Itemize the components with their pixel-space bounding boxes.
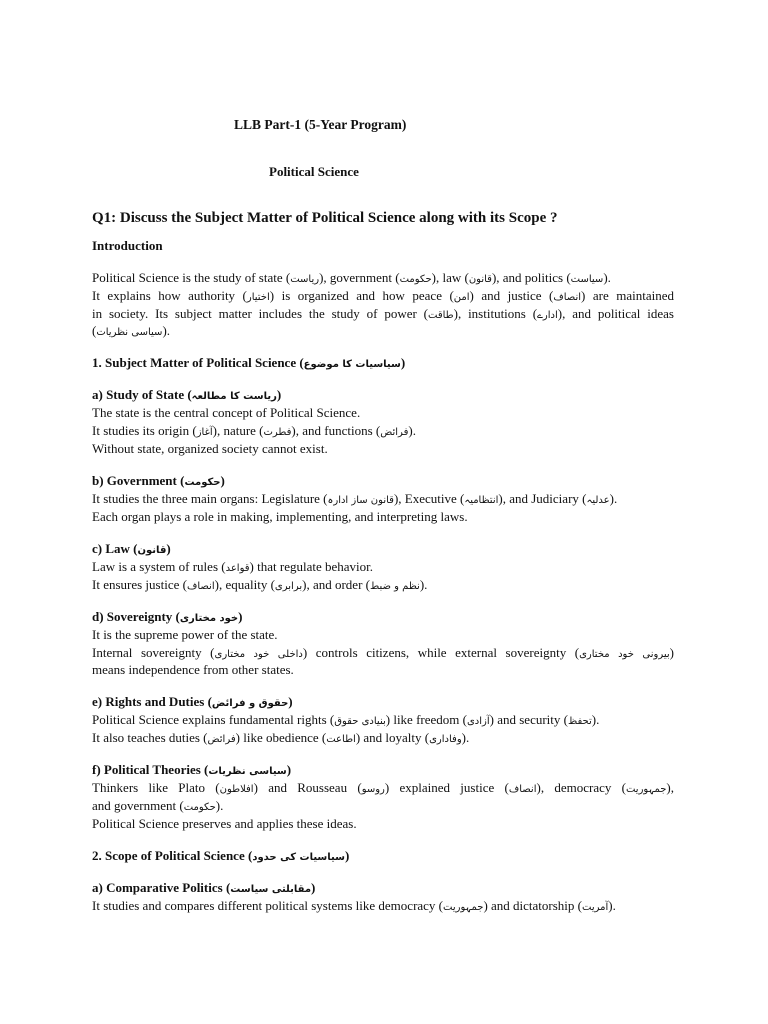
english-text: ) xyxy=(166,541,171,556)
english-text: 1. Subject Matter of Political Science ( xyxy=(92,355,304,370)
urdu-term: آمریت xyxy=(582,902,609,913)
english-text: It also teaches duties ( xyxy=(92,730,208,745)
english-text: c) Law ( xyxy=(92,541,138,556)
english-text: ( xyxy=(92,323,97,338)
english-text: It studies its origin ( xyxy=(92,423,197,438)
urdu-term: حقوق و فرائض xyxy=(211,698,289,709)
intro-line-3 xyxy=(92,305,674,324)
urdu-term: تحفظ xyxy=(567,716,592,727)
english-text: ). xyxy=(162,323,171,338)
english-text: ) xyxy=(220,473,225,488)
urdu-term: حکومت xyxy=(184,477,221,488)
urdu-term: حکومت xyxy=(183,802,216,813)
section1-f-line-2 xyxy=(92,797,223,816)
english-text: ) xyxy=(276,387,282,402)
english-text: ), and Judiciary ( xyxy=(498,491,587,506)
urdu-term: بیرونی خود مختاری xyxy=(579,649,670,660)
english-text: ), government ( xyxy=(319,270,400,285)
section2-a-line-1 xyxy=(92,897,616,916)
english-text: b) Government ( xyxy=(92,473,185,488)
english-text: ). xyxy=(408,423,416,438)
english-text: ) xyxy=(288,694,293,709)
english-text: ). xyxy=(608,898,616,913)
urdu-term: ریاست کا مطالعہ xyxy=(191,391,277,402)
english-text: ), equality ( xyxy=(214,577,275,592)
section1-a-line-2 xyxy=(92,422,416,441)
english-text: Law is a system of rules ( xyxy=(92,559,226,574)
section1-c-heading xyxy=(92,540,171,559)
urdu-term: امن xyxy=(453,292,470,303)
urdu-term: انتظامیہ xyxy=(464,495,499,506)
urdu-term: طاقت xyxy=(428,310,454,321)
english-text: ), Executive ( xyxy=(393,491,465,506)
urdu-term: ادارے xyxy=(537,310,558,321)
document-title: LLB Part-1 (5-Year Program) xyxy=(234,117,407,132)
urdu-term: قانون ساز ادارہ xyxy=(327,495,394,506)
english-text: e) Rights and Duties ( xyxy=(92,694,212,709)
section2-a-heading xyxy=(92,879,315,898)
english-text: ) and Rousseau ( xyxy=(253,780,362,795)
english-text: It explains how authority ( xyxy=(92,288,247,303)
urdu-term: سیاسیات کی حدود xyxy=(252,852,345,863)
english-text: ) and loyalty ( xyxy=(355,730,430,745)
urdu-term: قانون xyxy=(137,545,167,556)
section1-a-line-1: The state is the central concept of Political Science. xyxy=(92,405,361,420)
intro-line-1 xyxy=(92,269,611,288)
english-text: ). xyxy=(603,270,611,285)
english-text: ). xyxy=(215,798,224,813)
section1-d-heading xyxy=(92,608,242,627)
english-text: 2. Scope of Political Science ( xyxy=(92,848,253,863)
section1-e-line-2 xyxy=(92,729,469,748)
section2-heading xyxy=(92,847,349,866)
english-text: Thinkers like Plato ( xyxy=(92,780,220,795)
urdu-term: روسو xyxy=(361,784,385,795)
english-text: Internal sovereignty ( xyxy=(92,645,215,660)
english-text: Political Science explains fundamental rights ( xyxy=(92,712,335,727)
urdu-term: سیاسی نظریات xyxy=(208,766,287,777)
english-text: ), institutions ( xyxy=(453,306,538,321)
english-text: ) is organized and how peace ( xyxy=(269,288,454,303)
urdu-term: جمہوریت xyxy=(625,784,667,795)
english-text: ) and security ( xyxy=(489,712,568,727)
english-text: It studies the three main organs: Legislature ( xyxy=(92,491,328,506)
english-text: ). xyxy=(419,577,428,592)
urdu-term: انصاف xyxy=(186,581,215,592)
english-text: a) Study of State ( xyxy=(92,387,192,402)
english-text: ), and political ideas xyxy=(557,306,674,321)
urdu-term: ریاست xyxy=(290,274,320,285)
urdu-term: آغاز xyxy=(196,427,213,438)
english-text: ), and politics ( xyxy=(491,270,571,285)
english-text: ), xyxy=(666,780,674,795)
section1-f-line-1 xyxy=(92,779,674,798)
english-text: in society. Its subject matter includes the study of power ( xyxy=(92,306,429,321)
question-heading: Q1: Discuss the Subject Matter of Political Science along with its Scope ? xyxy=(92,210,558,226)
english-text: Political Science is the study of state ( xyxy=(92,270,291,285)
urdu-term: سیاسی نظریات xyxy=(96,327,163,338)
section1-f-line-3: Political Science preserves and applies these ideas. xyxy=(92,816,357,831)
english-text: a) Comparative Politics ( xyxy=(92,880,231,895)
section1-b-heading xyxy=(92,472,225,491)
urdu-term: فطرت xyxy=(263,427,292,438)
english-text: ) are maintained xyxy=(581,288,674,303)
english-text: ), and order ( xyxy=(302,577,370,592)
section1-a-heading xyxy=(92,386,281,405)
section1-b-line-1 xyxy=(92,490,617,509)
urdu-term: افلاطون xyxy=(219,784,254,795)
urdu-term: نظم و ضبط xyxy=(369,581,420,592)
english-text: ) xyxy=(400,355,406,370)
section1-c-line-2 xyxy=(92,576,427,595)
urdu-term: فرائض xyxy=(207,734,236,745)
english-text: ) xyxy=(238,609,243,624)
urdu-term: جمہوریت xyxy=(443,902,484,913)
urdu-term: بنیادی حقوق xyxy=(334,716,386,727)
document-subtitle: Political Science xyxy=(269,164,359,179)
urdu-term: داخلی خود مختاری xyxy=(214,649,303,660)
intro-heading: Introduction xyxy=(92,238,163,253)
urdu-term: مقابلتی سیاست xyxy=(230,884,312,895)
english-text: ) like freedom ( xyxy=(385,712,467,727)
urdu-term: قانون xyxy=(468,274,492,285)
english-text: ) controls citizens, while external sovereignty ( xyxy=(302,645,580,660)
urdu-term: انصاف xyxy=(508,784,537,795)
urdu-term: اختیار xyxy=(246,292,270,303)
intro-line-4 xyxy=(92,322,170,341)
english-text: ). xyxy=(591,712,600,727)
english-text: f) Political Theories ( xyxy=(92,762,209,777)
section1-d-line-3: means independence from other states. xyxy=(92,662,294,677)
english-text: ) and justice ( xyxy=(469,288,554,303)
english-text: ). xyxy=(461,730,470,745)
section1-e-heading xyxy=(92,693,293,712)
english-text: ) xyxy=(311,880,316,895)
urdu-term: برابری xyxy=(274,581,303,592)
section1-f-heading xyxy=(92,761,291,780)
section1-a-line-3: Without state, organized society cannot exist. xyxy=(92,441,328,456)
section1-e-line-1 xyxy=(92,711,599,730)
urdu-term: قواعد xyxy=(225,563,250,574)
section1-b-line-2: Each organ plays a role in making, implementing, and interpreting laws. xyxy=(92,509,468,524)
english-text: ) like obedience ( xyxy=(235,730,327,745)
section1-c-line-1 xyxy=(92,558,373,577)
english-text: ) explained justice ( xyxy=(384,780,509,795)
english-text: ), and functions ( xyxy=(291,423,381,438)
urdu-term: اطاعت xyxy=(326,734,356,745)
english-text: It studies and compares different political systems like democracy ( xyxy=(92,898,444,913)
english-text: and government ( xyxy=(92,798,184,813)
english-text: ) xyxy=(669,645,674,660)
urdu-term: حکومت xyxy=(399,274,432,285)
english-text: ) xyxy=(286,762,292,777)
urdu-term: عدلیہ xyxy=(586,495,610,506)
urdu-term: سیاست xyxy=(570,274,604,285)
urdu-term: فرائض xyxy=(380,427,409,438)
intro-line-2 xyxy=(92,287,674,306)
urdu-term: انصاف xyxy=(553,292,582,303)
section1-d-line-1: It is the supreme power of the state. xyxy=(92,627,278,642)
urdu-term: سیاسیات کا موضوع xyxy=(303,359,401,370)
english-text: It ensures justice ( xyxy=(92,577,187,592)
section1-heading xyxy=(92,354,405,373)
english-text: ) xyxy=(344,848,350,863)
english-text: d) Sovereignty ( xyxy=(92,609,180,624)
english-text: ), law ( xyxy=(431,270,469,285)
english-text: ) and dictatorship ( xyxy=(483,898,582,913)
urdu-term: وفاداری xyxy=(429,734,462,745)
urdu-term: خود مختاری xyxy=(179,613,239,624)
english-text: ), nature ( xyxy=(212,423,264,438)
english-text: ) that regulate behavior. xyxy=(249,559,373,574)
english-text: ), democracy ( xyxy=(536,780,626,795)
english-text: ). xyxy=(609,491,618,506)
urdu-term: آزادی xyxy=(466,716,490,727)
